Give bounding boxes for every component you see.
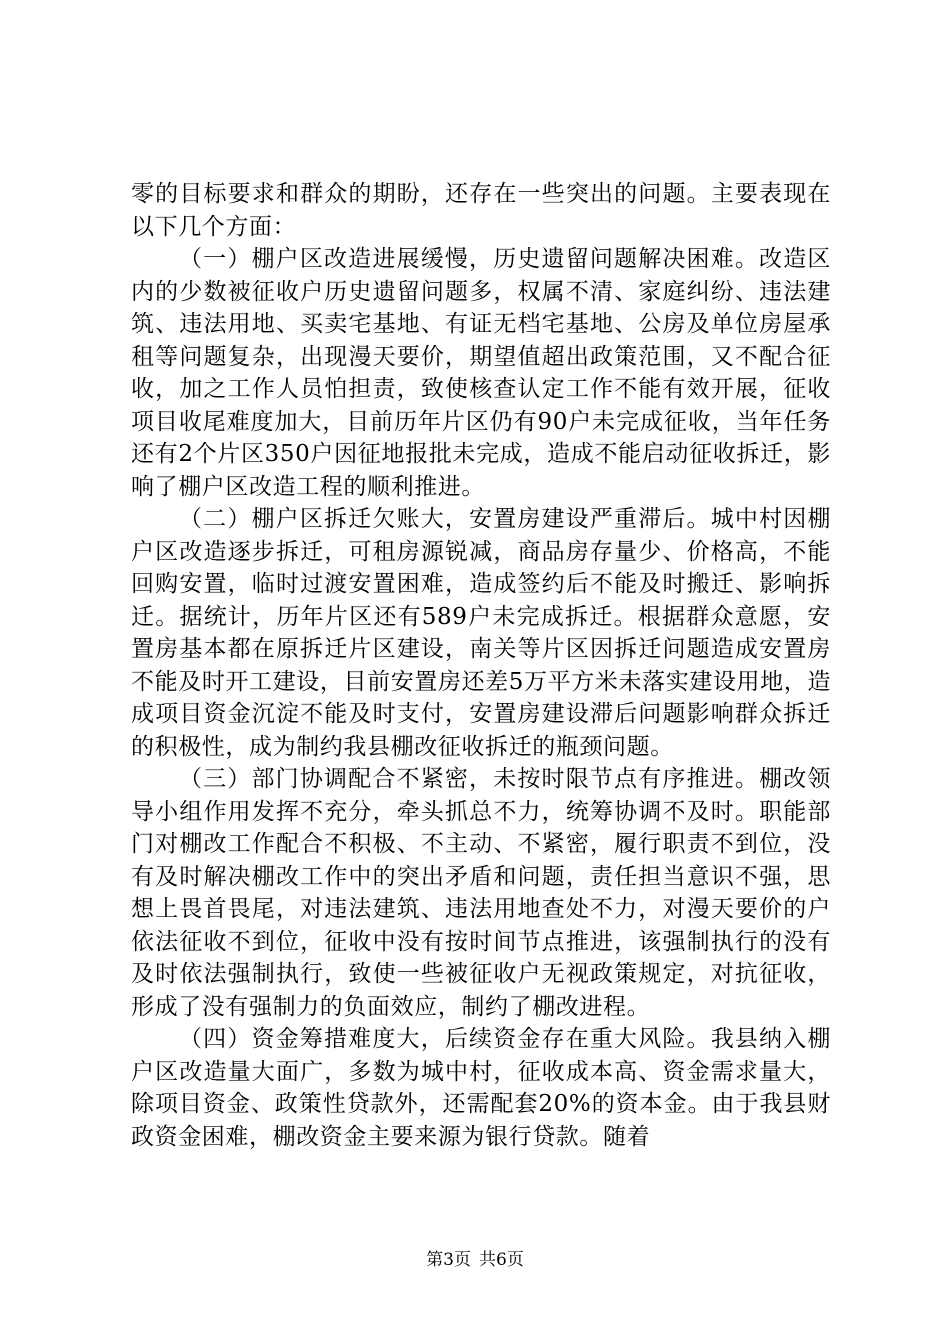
page-footer: [0, 1249, 950, 1271]
page-total: 共6页: [479, 1250, 524, 1270]
page-number: 第3页: [426, 1250, 471, 1270]
paragraph-item-4: （四）资金筹措难度大，后续资金存在重大风险。我县纳入棚户区改造量大面广，多数为城中村，征收成本高、资金需求量大，除项目资金、政策性贷款外，还需配套20%的资本金。由于我县财政资金困难，棚改资金主要来源为银行贷款。随着: [131, 1026, 831, 1150]
paragraph-item-1: （一）棚户区改造进展缓慢，历史遗留问题解决困难。改造区内的少数被征收户历史遗留问题多，权属不清、家庭纠纷、违法建筑、违法用地、买卖宅基地、有证无档宅基地、公房及单位房屋承租等问题复杂，出现漫天要价，期望值超出政策范围，又不配合征收，加之工作人员怕担责，致使核查认定工作不能有效开展，征收项目收尾难度加大，目前历年片区仍有90户未完成征收，当年任务还有2个片区350户因征地报批未完成，造成不能启动征收拆迁，影响了棚户区改造工程的顺利推进。: [131, 246, 831, 500]
paragraph-continuation: 零的目标要求和群众的期盼，还存在一些突出的问题。主要表现在以下几个方面：: [131, 181, 831, 240]
paragraph-item-3: （三）部门协调配合不紧密，未按时限节点有序推进。棚改领导小组作用发挥不充分，牵头抓总不力，统筹协调不及时。职能部门对棚改工作配合不积极、不主动、不紧密，履行职责不到位，没有及时解决棚改工作中的突出矛盾和问题，责任担当意识不强，思想上畏首畏尾，对违法建筑、违法用地查处不力，对漫天要价的户依法征收不到位，征收中没有按时间节点推进，该强制执行的没有及时依法强制执行，致使一些被征收户无视政策规定，对抗征收，形成了没有强制力的负面效应，制约了棚改进程。: [131, 766, 831, 1020]
document-body: [131, 178, 831, 1153]
paragraph-item-2: （二）棚户区拆迁欠账大，安置房建设严重滞后。城中村因棚户区改造逐步拆迁，可租房源锐减，商品房存量少、价格高，不能回购安置，临时过渡安置困难，造成签约后不能及时搬迁、影响拆迁。据统计，历年片区还有589户未完成拆迁。根据群众意愿，安置房基本都在原拆迁片区建设，南关等片区因拆迁问题造成安置房不能及时开工建设，目前安置房还差5万平方米未落实建设用地，造成项目资金沉淀不能及时支付，安置房建设滞后问题影响群众拆迁的积极性，成为制约我县棚改征收拆迁的瓶颈问题。: [131, 506, 831, 760]
